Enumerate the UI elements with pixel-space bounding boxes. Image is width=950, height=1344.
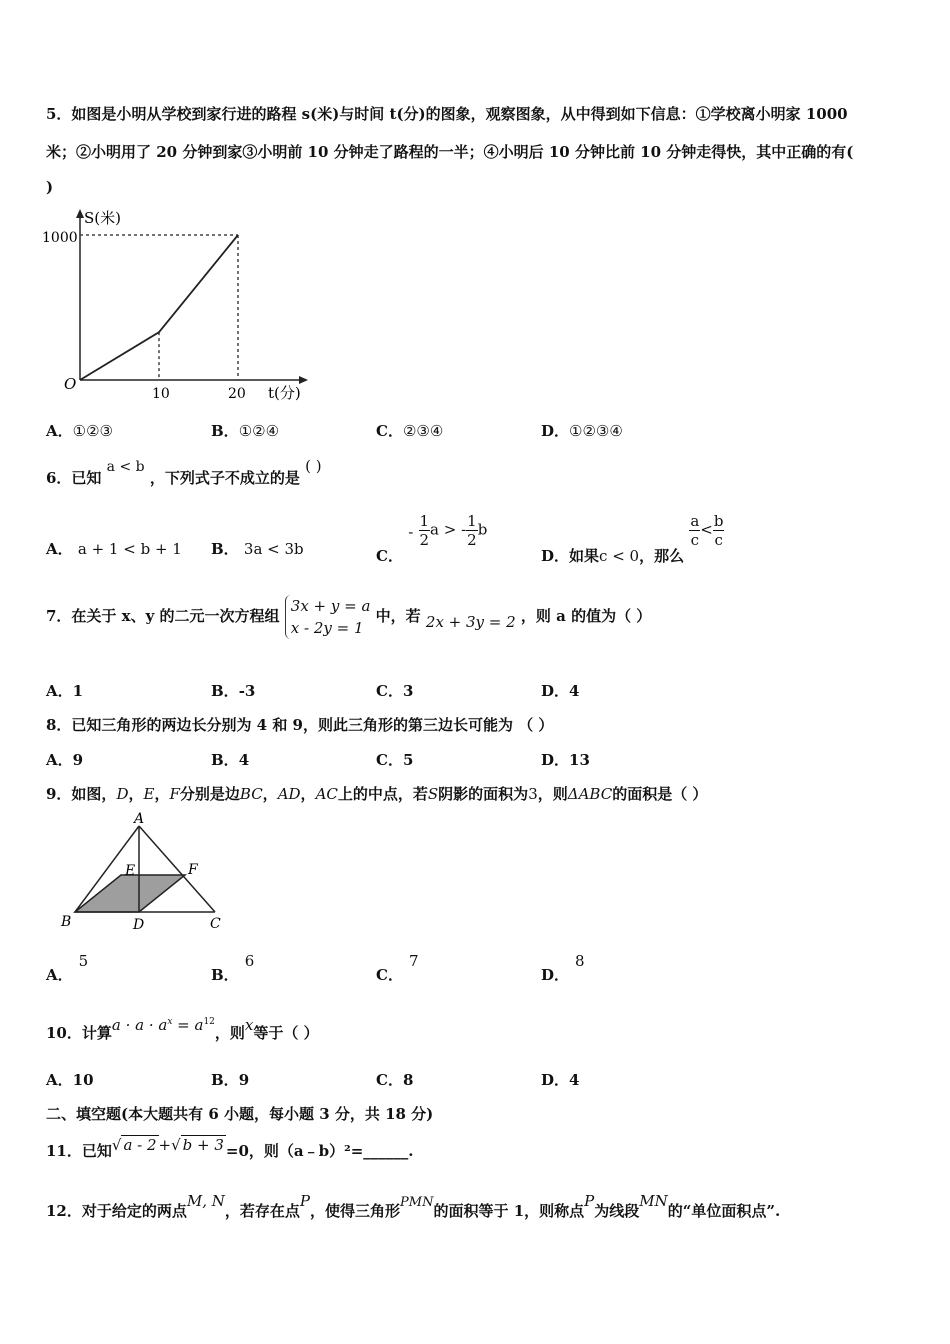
q7-equation-system: 3x + y = a x - 2y = 1 xyxy=(285,595,371,639)
q5-distance-time-graph xyxy=(40,205,320,405)
q7-option-c[interactable]: C．3 xyxy=(376,682,414,700)
q8-stem: 8．已知三角形的两边长分别为 4 和 9，则此三角形的第三边长可能为 （ ） xyxy=(46,716,554,734)
q8-option-a[interactable]: A．9 xyxy=(46,751,84,769)
label-d: D xyxy=(133,917,145,933)
x-tick-label-10: 10 xyxy=(152,386,170,402)
q7-suffix: ，则 a 的值为（ ） xyxy=(520,607,652,625)
q5-stem-line3: ) xyxy=(46,178,54,196)
q7-condition: 2x + 3y = 2 xyxy=(425,613,516,631)
q9-option-a[interactable]: A．5 xyxy=(46,952,89,984)
q5-option-d[interactable]: D．①②③④ xyxy=(541,422,623,440)
section-2-heading: 二、填空题(本大题共有 6 小题，每小题 3 分，共 18 分) xyxy=(46,1105,434,1123)
q6-suffix: ，下列式子不成立的是 xyxy=(149,469,300,487)
q10-option-c[interactable]: C．8 xyxy=(376,1071,414,1089)
q6-option-d[interactable]: D．如果c < 0，那么 $\frac{a}{c}$ < $\frac{b}{c}$ xyxy=(541,512,724,565)
q6-paren: ( ) xyxy=(305,457,322,475)
q7-option-b[interactable]: B．-3 xyxy=(211,682,256,700)
q6-option-b[interactable]: B． 3a < 3b xyxy=(211,540,304,558)
q11-stem: 11．已知√ a - 2 +√ b + 3 =0，则（a﹣b）²=______. xyxy=(46,1136,414,1160)
q7-prefix: 7．在关于 x、y 的二元一次方程组 xyxy=(46,607,280,625)
q5-stem-line2: 米；②小明用了 20 分钟到家③小明前 10 分钟走了路程的一半；④小明后 10 分钟比前 10 分钟走得快，其中正确的有( xyxy=(46,143,854,161)
q10-option-d[interactable]: D．4 xyxy=(541,1071,580,1089)
label-a: A xyxy=(134,812,145,827)
label-b: B xyxy=(61,914,72,930)
q5-option-a[interactable]: A．①②③ xyxy=(46,422,113,440)
q6-condition: a < b xyxy=(106,459,145,475)
q9-triangle-figure xyxy=(55,812,245,937)
q10-option-a[interactable]: A．10 xyxy=(46,1071,94,1089)
q7-mid: 中，若 xyxy=(375,607,421,625)
q10-stem: 10．计算$a \cdot a \cdot a^x = a^{12}$，则x等于（ ） xyxy=(46,1016,319,1042)
label-f: F xyxy=(188,862,198,878)
q9-option-c[interactable]: C．7 xyxy=(376,952,419,984)
q9-option-b[interactable]: B．6 xyxy=(211,952,255,984)
shaded-parallelogram xyxy=(75,875,185,912)
q5-stem-line1: 5．如图是小明从学校到家行进的路程 s(米)与时间 t(分)的图象，观察图象，从中得到如下信息：①学校离小明家 1000 xyxy=(46,105,848,123)
q6-stem xyxy=(46,455,322,487)
q6-prefix: 6．已知 xyxy=(46,469,102,487)
q5-option-c[interactable]: C．②③④ xyxy=(376,422,444,440)
q10-option-b[interactable]: B．9 xyxy=(211,1071,250,1089)
q6-option-a[interactable]: A． a + 1 < b + 1 xyxy=(46,540,182,558)
q12-stem: 12．对于给定的两点M, N，若存在点P，使得三角形PMN的面积等于 1，则称点P为线段MN的“单位面积点”. xyxy=(46,1192,781,1220)
q10-expression: $a \cdot a \cdot a^x = a^{12}$ xyxy=(111,1016,215,1034)
q5-option-b[interactable]: B．①②④ xyxy=(211,422,280,440)
q9-stem: 9．如图，D，E，F分别是边BC，AD，AC上的中点，若S阴影的面积为3，则ΔABC的面积是（ ） xyxy=(46,785,708,803)
x-tick-label-20: 20 xyxy=(228,386,246,402)
q7-stem xyxy=(46,595,651,639)
q6-option-c[interactable]: C． - $\frac{1}{2}$ a > - $\frac{1}{2}$ b xyxy=(376,512,488,565)
x-axis-label: t(分) xyxy=(268,384,301,402)
label-e: E xyxy=(125,863,136,879)
origin-label: O xyxy=(64,375,77,393)
y-axis-label: S(米) xyxy=(84,209,121,227)
x-axis-arrow xyxy=(299,376,308,384)
y-axis-arrow xyxy=(76,209,84,218)
q7-option-d[interactable]: D．4 xyxy=(541,682,580,700)
q9-option-d[interactable]: D．8 xyxy=(541,952,585,984)
y-tick-label: 1000 xyxy=(42,230,78,246)
q8-option-c[interactable]: C．5 xyxy=(376,751,414,769)
q7-option-a[interactable]: A．1 xyxy=(46,682,84,700)
label-c: C xyxy=(210,916,221,932)
q8-option-b[interactable]: B．4 xyxy=(211,751,250,769)
q8-option-d[interactable]: D．13 xyxy=(541,751,590,769)
